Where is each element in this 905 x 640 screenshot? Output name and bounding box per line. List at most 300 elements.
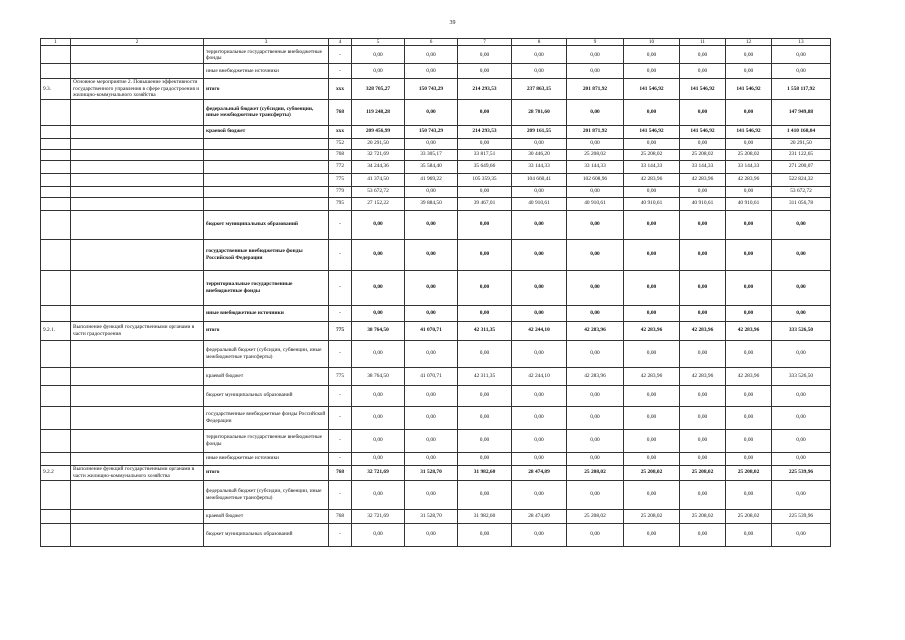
- amount-cell: 41 070,71: [405, 321, 458, 340]
- amount-cell: 42 311,35: [458, 367, 512, 385]
- amount-cell: 0,00: [405, 186, 458, 197]
- amount-cell: 0,00: [726, 385, 772, 406]
- amount-cell: 0,00: [405, 99, 458, 125]
- funding-source-cell: территориальные государственные внебюджетные фонды: [204, 429, 329, 452]
- item-number-cell: [41, 46, 71, 64]
- amount-cell: 0,00: [726, 523, 772, 546]
- amount-cell: 0,00: [680, 452, 726, 465]
- amount-cell: 0,00: [772, 340, 831, 367]
- item-name-cell: [71, 138, 204, 149]
- amount-cell: 0,00: [352, 480, 405, 509]
- table-row: [41, 99, 831, 125]
- item-name-cell: [71, 160, 204, 173]
- amount-cell: 0,00: [405, 138, 458, 149]
- amount-cell: 0,00: [726, 99, 772, 125]
- amount-cell: 33 305,17: [405, 149, 458, 160]
- budget-code-cell: 768: [329, 99, 352, 125]
- amount-cell: 0,00: [772, 210, 831, 239]
- amount-cell: 0,00: [680, 186, 726, 197]
- table-row: [41, 149, 831, 160]
- amount-cell: 0,00: [352, 210, 405, 239]
- amount-cell: 33 144,33: [567, 160, 624, 173]
- item-name-cell: [71, 452, 204, 465]
- amount-cell: 0,00: [680, 305, 726, 321]
- item-number-cell: [41, 340, 71, 367]
- amount-cell: 0,00: [772, 385, 831, 406]
- item-number-cell: [41, 480, 71, 509]
- column-header: 2: [71, 39, 204, 46]
- amount-cell: 0,00: [567, 305, 624, 321]
- amount-cell: 0,00: [512, 429, 567, 452]
- amount-cell: 0,00: [458, 99, 512, 125]
- amount-cell: 209 456,99: [352, 125, 405, 138]
- amount-cell: 25 208,02: [567, 149, 624, 160]
- amount-cell: 0,00: [624, 239, 680, 270]
- amount-cell: 0,00: [512, 270, 567, 305]
- amount-cell: 28 474,89: [512, 509, 567, 523]
- amount-cell: 0,00: [352, 452, 405, 465]
- amount-cell: 0,00: [512, 239, 567, 270]
- funding-source-cell: итого: [204, 465, 329, 480]
- item-name-cell: [71, 429, 204, 452]
- amount-cell: 42 283,96: [567, 367, 624, 385]
- amount-cell: 0,00: [352, 340, 405, 367]
- amount-cell: 0,00: [624, 480, 680, 509]
- item-number-cell: [41, 406, 71, 429]
- amount-cell: 0,00: [512, 523, 567, 546]
- amount-cell: 0,00: [726, 452, 772, 465]
- amount-cell: 0,00: [726, 46, 772, 64]
- amount-cell: 0,00: [405, 406, 458, 429]
- amount-cell: 0,00: [458, 138, 512, 149]
- amount-cell: 0,00: [405, 429, 458, 452]
- table-row: [41, 160, 831, 173]
- amount-cell: 311 056,78: [772, 197, 831, 210]
- amount-cell: 25 208,02: [624, 465, 680, 480]
- item-name-cell: [71, 239, 204, 270]
- amount-cell: 0,00: [352, 385, 405, 406]
- amount-cell: 39 467,01: [458, 197, 512, 210]
- item-number-cell: [41, 149, 71, 160]
- table-row: [41, 367, 831, 385]
- item-number-cell: [41, 64, 71, 79]
- table-row: [41, 239, 831, 270]
- amount-cell: 141 546,92: [624, 79, 680, 99]
- amount-cell: 30 446,20: [512, 149, 567, 160]
- column-header: 4: [329, 39, 352, 46]
- amount-cell: 32 721,69: [352, 465, 405, 480]
- amount-cell: 0,00: [680, 480, 726, 509]
- amount-cell: 53 672,72: [772, 186, 831, 197]
- table-row: [41, 270, 831, 305]
- amount-cell: 28 701,60: [512, 99, 567, 125]
- amount-cell: 0,00: [567, 210, 624, 239]
- funding-source-cell: [204, 197, 329, 210]
- amount-cell: 0,00: [680, 138, 726, 149]
- amount-cell: 38 764,50: [352, 367, 405, 385]
- funding-source-cell: иные внебюджетные источники: [204, 64, 329, 79]
- column-header: 5: [352, 39, 405, 46]
- amount-cell: 0,00: [352, 270, 405, 305]
- amount-cell: 0,00: [512, 138, 567, 149]
- amount-cell: 25 208,02: [680, 509, 726, 523]
- item-name-cell: [71, 173, 204, 186]
- amount-cell: 141 546,92: [726, 125, 772, 138]
- amount-cell: 0,00: [624, 305, 680, 321]
- amount-cell: 42 283,96: [624, 173, 680, 186]
- item-number-cell: [41, 385, 71, 406]
- amount-cell: 0,00: [680, 46, 726, 64]
- amount-cell: 0,00: [680, 406, 726, 429]
- amount-cell: 33 817,51: [458, 149, 512, 160]
- item-number-cell: [41, 173, 71, 186]
- amount-cell: 41 374,50: [352, 173, 405, 186]
- budget-code-cell: -: [329, 305, 352, 321]
- item-number-cell: 9.2.1.: [41, 321, 71, 340]
- amount-cell: 25 208,02: [567, 465, 624, 480]
- item-number-cell: [41, 367, 71, 385]
- budget-code-cell: -: [329, 239, 352, 270]
- budget-code-cell: -: [329, 210, 352, 239]
- amount-cell: 0,00: [680, 64, 726, 79]
- funding-source-cell: краевой бюджет: [204, 509, 329, 523]
- table-row: [41, 64, 831, 79]
- amount-cell: 0,00: [352, 305, 405, 321]
- amount-cell: 0,00: [624, 46, 680, 64]
- amount-cell: 25 208,02: [680, 465, 726, 480]
- budget-code-cell: 795: [329, 197, 352, 210]
- amount-cell: 35 649,66: [458, 160, 512, 173]
- budget-code-cell: 752: [329, 138, 352, 149]
- item-number-cell: [41, 270, 71, 305]
- amount-cell: 0,00: [512, 452, 567, 465]
- amount-cell: 40 910,61: [680, 197, 726, 210]
- amount-cell: 150 743,29: [405, 125, 458, 138]
- amount-cell: 0,00: [405, 480, 458, 509]
- item-name-cell: [71, 367, 204, 385]
- amount-cell: 0,00: [512, 340, 567, 367]
- amount-cell: 25 208,02: [624, 509, 680, 523]
- table-row: [41, 79, 831, 99]
- amount-cell: 0,00: [624, 385, 680, 406]
- amount-cell: 0,00: [680, 99, 726, 125]
- amount-cell: 105 359,35: [458, 173, 512, 186]
- amount-cell: 0,00: [680, 239, 726, 270]
- funding-source-cell: иные внебюджетные источники: [204, 305, 329, 321]
- amount-cell: 0,00: [458, 210, 512, 239]
- column-header: 3: [204, 39, 329, 46]
- funding-source-cell: [204, 186, 329, 197]
- column-header: 9: [567, 39, 624, 46]
- amount-cell: 0,00: [567, 99, 624, 125]
- amount-cell: 0,00: [624, 429, 680, 452]
- amount-cell: 0,00: [567, 270, 624, 305]
- funding-source-cell: территориальные государственные внебюджетные фонды: [204, 46, 329, 64]
- amount-cell: 0,00: [405, 210, 458, 239]
- amount-cell: 119 248,28: [352, 99, 405, 125]
- item-number-cell: [41, 509, 71, 523]
- item-name-cell: [71, 523, 204, 546]
- amount-cell: 33 144,33: [624, 160, 680, 173]
- amount-cell: 0,00: [352, 429, 405, 452]
- item-name-cell: [71, 480, 204, 509]
- amount-cell: 25 208,02: [567, 509, 624, 523]
- amount-cell: 328 705,27: [352, 79, 405, 99]
- funding-source-cell: государственные внебюджетные фонды Российской Федерации: [204, 239, 329, 270]
- item-name-cell: [71, 406, 204, 429]
- amount-cell: 1 410 168,04: [772, 125, 831, 138]
- amount-cell: 0,00: [458, 406, 512, 429]
- amount-cell: 0,00: [624, 452, 680, 465]
- amount-cell: 0,00: [458, 429, 512, 452]
- budget-code-cell: -: [329, 340, 352, 367]
- amount-cell: 0,00: [512, 305, 567, 321]
- amount-cell: 0,00: [405, 340, 458, 367]
- amount-cell: 0,00: [458, 480, 512, 509]
- amount-cell: 0,00: [726, 270, 772, 305]
- item-name-cell: Основное мероприятие 2. Повышение эффективности государственного управления в сфере градостроения и жилищно-коммунального хозяйства: [71, 79, 204, 99]
- item-name-cell: [71, 270, 204, 305]
- amount-cell: 0,00: [512, 64, 567, 79]
- amount-cell: 0,00: [512, 385, 567, 406]
- amount-cell: 0,00: [405, 452, 458, 465]
- funding-source-cell: бюджет муниципальных образований: [204, 523, 329, 546]
- funding-source-cell: территориальные государственные внебюджетные фонды: [204, 270, 329, 305]
- amount-cell: 0,00: [680, 523, 726, 546]
- amount-cell: 0,00: [567, 46, 624, 64]
- amount-cell: 39 884,50: [405, 197, 458, 210]
- amount-cell: 0,00: [567, 239, 624, 270]
- amount-cell: 225 539,96: [772, 465, 831, 480]
- amount-cell: 35 584,40: [405, 160, 458, 173]
- amount-cell: 0,00: [458, 305, 512, 321]
- column-header: 8: [512, 39, 567, 46]
- amount-cell: 0,00: [624, 270, 680, 305]
- amount-cell: 0,00: [458, 340, 512, 367]
- budget-code-cell: -: [329, 452, 352, 465]
- amount-cell: 0,00: [567, 452, 624, 465]
- amount-cell: 40 910,61: [512, 197, 567, 210]
- amount-cell: 0,00: [567, 406, 624, 429]
- funding-source-cell: государственные внебюджетные фонды Российской Федерации: [204, 406, 329, 429]
- table-row: [41, 480, 831, 509]
- table-row: [41, 197, 831, 210]
- amount-cell: 27 152,22: [352, 197, 405, 210]
- amount-cell: 0,00: [726, 340, 772, 367]
- amount-cell: 42 283,96: [726, 367, 772, 385]
- amount-cell: 42 283,96: [726, 173, 772, 186]
- budget-code-cell: -: [329, 46, 352, 64]
- item-name-cell: [71, 210, 204, 239]
- funding-source-cell: бюджет муниципальных образований: [204, 210, 329, 239]
- amount-cell: 32 721,69: [352, 509, 405, 523]
- amount-cell: 0,00: [680, 210, 726, 239]
- table-row: [41, 340, 831, 367]
- amount-cell: 333 526,50: [772, 321, 831, 340]
- amount-cell: 231 122,65: [772, 149, 831, 160]
- amount-cell: 0,00: [458, 239, 512, 270]
- table-row: [41, 523, 831, 546]
- amount-cell: 0,00: [726, 406, 772, 429]
- amount-cell: 0,00: [624, 523, 680, 546]
- item-number-cell: [41, 138, 71, 149]
- amount-cell: 0,00: [680, 385, 726, 406]
- item-number-cell: [41, 305, 71, 321]
- amount-cell: 0,00: [726, 64, 772, 79]
- amount-cell: 0,00: [772, 239, 831, 270]
- amount-cell: 0,00: [458, 64, 512, 79]
- amount-cell: 0,00: [680, 270, 726, 305]
- funding-source-cell: иные внебюджетные источники: [204, 452, 329, 465]
- funding-source-cell: федеральный бюджет (субсидии, субвенции, иные межбюджетные трансферты): [204, 480, 329, 509]
- budget-code-cell: 775: [329, 173, 352, 186]
- amount-cell: 0,00: [405, 270, 458, 305]
- amount-cell: 0,00: [624, 138, 680, 149]
- amount-cell: 42 283,96: [680, 173, 726, 186]
- table-row: [41, 429, 831, 452]
- amount-cell: 214 293,53: [458, 125, 512, 138]
- budget-code-cell: 775: [329, 367, 352, 385]
- amount-cell: 0,00: [405, 305, 458, 321]
- amount-cell: 0,00: [772, 406, 831, 429]
- amount-cell: 0,00: [458, 385, 512, 406]
- table-row: [41, 406, 831, 429]
- amount-cell: 0,00: [624, 64, 680, 79]
- funding-source-cell: [204, 173, 329, 186]
- table-row: [41, 173, 831, 186]
- budget-code-cell: -: [329, 406, 352, 429]
- amount-cell: 40 910,61: [726, 197, 772, 210]
- amount-cell: 31 982,60: [458, 509, 512, 523]
- amount-cell: 209 161,55: [512, 125, 567, 138]
- amount-cell: 0,00: [772, 64, 831, 79]
- amount-cell: 141 546,92: [680, 79, 726, 99]
- funding-source-cell: итого: [204, 79, 329, 99]
- amount-cell: 33 144,33: [726, 160, 772, 173]
- budget-code-cell: 772: [329, 160, 352, 173]
- funding-source-cell: федеральный бюджет (субсидии, субвенции, иные межбюджетные трансферты): [204, 99, 329, 125]
- column-header: 10: [624, 39, 680, 46]
- budget-code-cell: -: [329, 523, 352, 546]
- amount-cell: 0,00: [458, 270, 512, 305]
- amount-cell: 42 311,35: [458, 321, 512, 340]
- table-row: [41, 321, 831, 340]
- column-header-row: [41, 39, 831, 46]
- column-header: 6: [405, 39, 458, 46]
- amount-cell: 31 528,70: [405, 465, 458, 480]
- item-name-cell: [71, 305, 204, 321]
- funding-source-cell: итого: [204, 321, 329, 340]
- item-number-cell: 9.3.: [41, 79, 71, 99]
- budget-code-cell: -: [329, 429, 352, 452]
- funding-source-cell: [204, 149, 329, 160]
- amount-cell: 0,00: [726, 305, 772, 321]
- table-row: [41, 138, 831, 149]
- funding-source-cell: [204, 160, 329, 173]
- amount-cell: 0,00: [405, 385, 458, 406]
- amount-cell: 32 721,69: [352, 149, 405, 160]
- amount-cell: 42 283,96: [680, 321, 726, 340]
- funding-source-cell: краевой бюджет: [204, 125, 329, 138]
- column-header: 1: [41, 39, 71, 46]
- amount-cell: 0,00: [567, 138, 624, 149]
- amount-cell: 40 910,61: [624, 197, 680, 210]
- amount-cell: 0,00: [680, 429, 726, 452]
- amount-cell: 31 982,60: [458, 465, 512, 480]
- budget-table: [40, 38, 831, 547]
- amount-cell: 0,00: [567, 385, 624, 406]
- amount-cell: 0,00: [726, 210, 772, 239]
- amount-cell: 141 546,92: [680, 125, 726, 138]
- amount-cell: 0,00: [567, 64, 624, 79]
- amount-cell: 0,00: [772, 429, 831, 452]
- amount-cell: 237 863,15: [512, 79, 567, 99]
- table-row: [41, 186, 831, 197]
- item-name-cell: [71, 149, 204, 160]
- amount-cell: 0,00: [567, 523, 624, 546]
- amount-cell: 25 208,02: [726, 465, 772, 480]
- amount-cell: 0,00: [567, 480, 624, 509]
- amount-cell: 0,00: [512, 406, 567, 429]
- amount-cell: 522 824,32: [772, 173, 831, 186]
- budget-code-cell: 779: [329, 186, 352, 197]
- item-name-cell: Выполнение функций государственными органами в части жилищно-коммунального хозяйства: [71, 465, 204, 480]
- amount-cell: 0,00: [352, 406, 405, 429]
- amount-cell: 0,00: [624, 186, 680, 197]
- item-number-cell: [41, 429, 71, 452]
- funding-source-cell: краевой бюджет: [204, 367, 329, 385]
- amount-cell: 41 070,71: [405, 367, 458, 385]
- amount-cell: 25 208,02: [624, 149, 680, 160]
- budget-code-cell: -: [329, 270, 352, 305]
- amount-cell: 42 283,96: [680, 367, 726, 385]
- amount-cell: 0,00: [624, 99, 680, 125]
- table-row: [41, 305, 831, 321]
- budget-code-cell: 768: [329, 149, 352, 160]
- item-number-cell: [41, 452, 71, 465]
- item-name-cell: [71, 186, 204, 197]
- table-row: [41, 125, 831, 138]
- amount-cell: 201 871,92: [567, 125, 624, 138]
- amount-cell: 150 743,29: [405, 79, 458, 99]
- item-name-cell: [71, 385, 204, 406]
- amount-cell: 0,00: [352, 46, 405, 64]
- budget-code-cell: 768: [329, 509, 352, 523]
- amount-cell: 0,00: [567, 429, 624, 452]
- amount-cell: 0,00: [567, 340, 624, 367]
- budget-code-cell: 775: [329, 321, 352, 340]
- amount-cell: 0,00: [352, 523, 405, 546]
- budget-code-cell: -: [329, 385, 352, 406]
- item-name-cell: [71, 509, 204, 523]
- amount-cell: 0,00: [726, 186, 772, 197]
- item-name-cell: [71, 64, 204, 79]
- column-header: 11: [680, 39, 726, 46]
- amount-cell: 40 910,61: [567, 197, 624, 210]
- item-number-cell: [41, 523, 71, 546]
- amount-cell: 0,00: [512, 210, 567, 239]
- amount-cell: 214 293,53: [458, 79, 512, 99]
- amount-cell: 42 244,10: [512, 321, 567, 340]
- amount-cell: 31 528,70: [405, 509, 458, 523]
- amount-cell: 0,00: [405, 64, 458, 79]
- table-row: [41, 46, 831, 64]
- item-number-cell: [41, 210, 71, 239]
- page-number: 39: [449, 20, 456, 26]
- amount-cell: 0,00: [512, 186, 567, 197]
- column-header: 7: [458, 39, 512, 46]
- amount-cell: 1 558 117,92: [772, 79, 831, 99]
